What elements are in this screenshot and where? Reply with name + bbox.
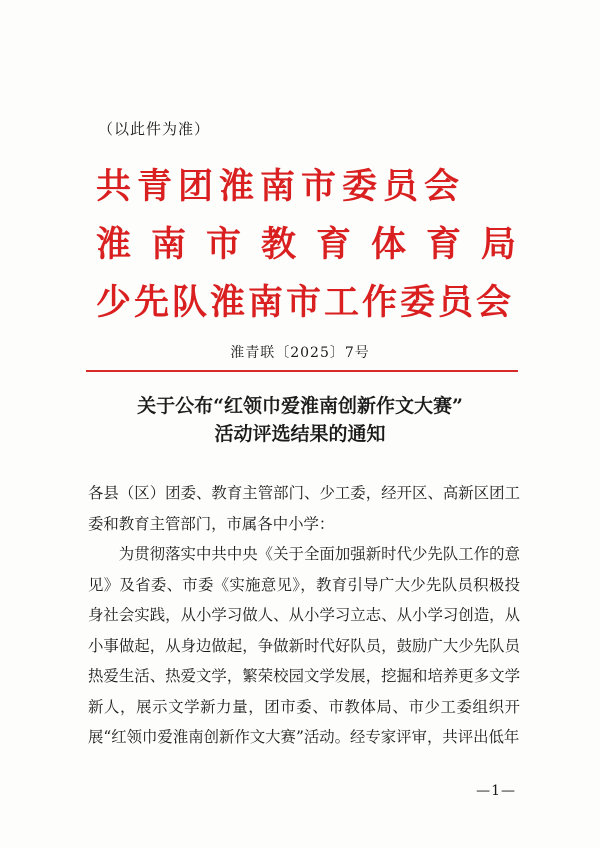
issuing-authorities-header [96,158,537,332]
issuer-young-pioneers: 少先队淮南市工作委员会 [96,283,515,323]
body-paragraph: 为贯彻落实中共中央《关于全面加强新时代少先队工作的意见》及省委、市委《实施意见》，教育引导广大少先队员积极投身社会实践，从小学习做人、从小学习立志、从小学习创造，从小事做起，从身边做起，争做新时代好队员，鼓励广大少先队员热爱生活、热爱文学，繁荣校园文学发展，挖掘和培养更多文学新人，展示文学新力量，团市委、市教体局、市少工委组织开展“红领巾爱淮南创新作文大赛”活动。经专家评审，共评出低年 [88,545,520,746]
document-number: 淮青联〔2025〕7号 [230,345,370,361]
page-number: —1— [476,783,516,799]
authoritative-copy-note: （以此件为准） [98,120,211,138]
document-title [0,392,600,448]
issuer-education-bureau: 淮南市教育体育局 [96,225,537,265]
salutation: 各县（区）团委、教育主管部门、少工委，经开区、高新区团工委和教育主管部门，市属各中小学： [88,484,520,533]
document-body [88,478,520,753]
red-divider-line [86,370,518,372]
title-line-2: 活动评选结果的通知 [214,423,386,445]
issuer-youth-league: 共青团淮南市委员会 [96,167,466,207]
title-line-1: 关于公布“红领巾爱淮南创新作文大赛” [137,395,463,417]
